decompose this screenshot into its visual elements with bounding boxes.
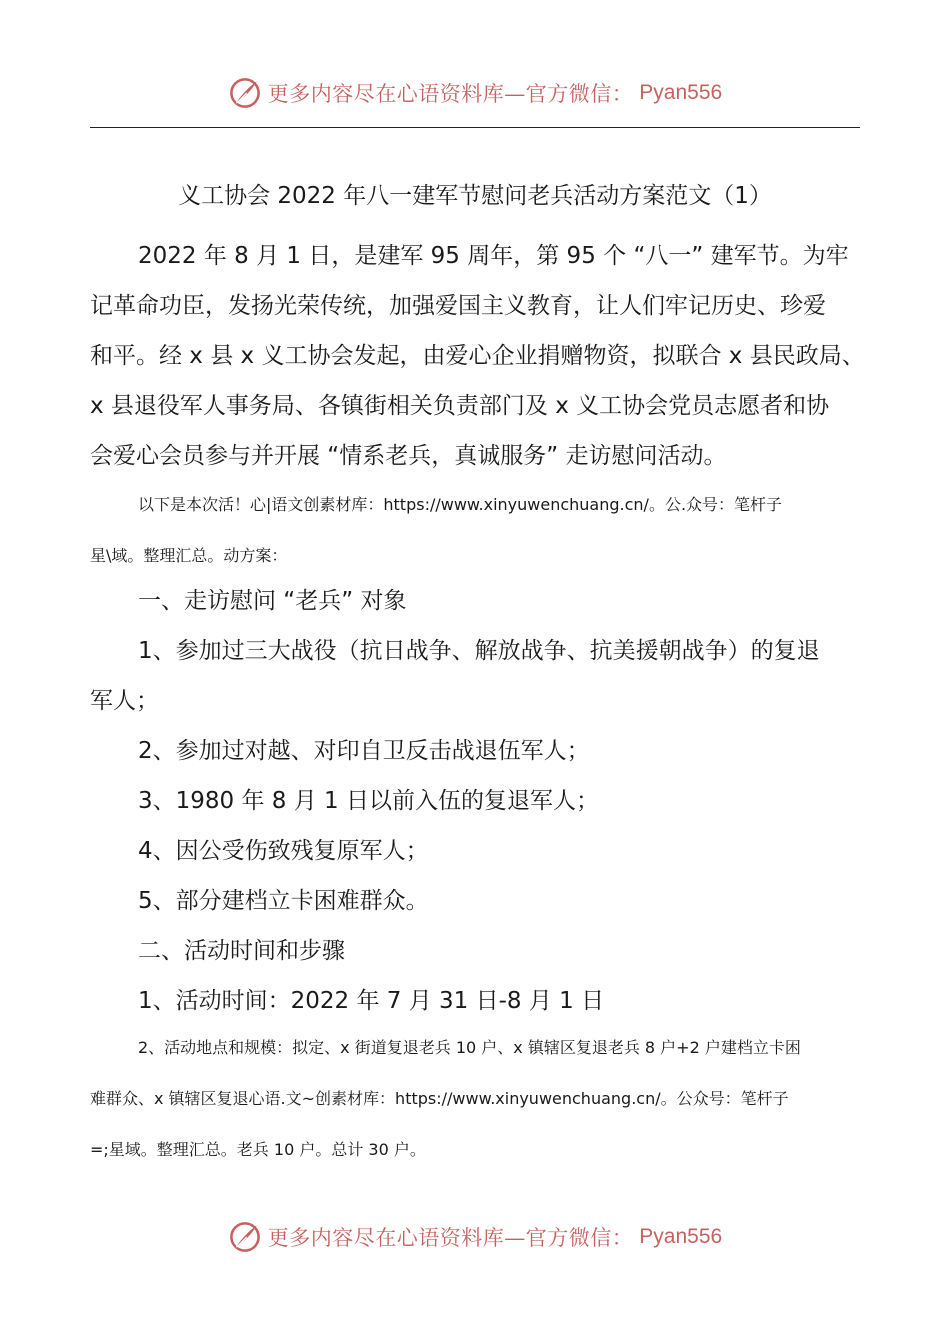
document-title: 义工协会 2022 年八一建军节慰问老兵活动方案范文（1） xyxy=(178,183,772,209)
intro-line: 2022 年 8 月 1 日，是建军 95 周年，第 95 个 “八一” 建军节。为牢 xyxy=(138,243,849,269)
banner-text: 更多内容尽在心语资料库—官方微信： xyxy=(267,82,634,106)
place-line: 2、活动地点和规模：拟定、x 街道复退老兵 10 户、x 镇辖区复退老兵 8 户+2 户建档立卡困 xyxy=(138,1038,801,1057)
banner-wechat-id: Pyan556 xyxy=(639,81,723,104)
activity-place-paragraph xyxy=(90,1022,860,1175)
list-item: 1、参加过三大战役（抗日战争、解放战争、抗美援朝战争）的复退 xyxy=(138,638,820,664)
quill-logo-icon xyxy=(228,76,262,110)
activity-time: 1、活动时间：2022 年 7 月 31 日-8 月 1 日 xyxy=(138,988,605,1014)
place-line: =;星域。整理汇总。老兵 10 户。总计 30 户。 xyxy=(90,1140,426,1159)
list-item: 5、部分建档立卡困难群众。 xyxy=(138,888,429,914)
header-divider xyxy=(90,127,860,128)
list-item: 军人； xyxy=(90,688,159,714)
footer-banner xyxy=(0,1217,950,1257)
intro-line: x 县退役军人事务局、各镇街相关负责部门及 x 义工协会党员志愿者和协 xyxy=(90,393,830,419)
list-item: 4、因公受伤致残复原军人； xyxy=(138,838,429,864)
intro-paragraph xyxy=(90,231,865,481)
section-list xyxy=(90,576,860,1026)
intro-line: 会爱心会员参与并开展 “情系老兵，真诚服务” 走访慰问活动。 xyxy=(90,443,727,469)
quill-logo-icon xyxy=(228,1220,262,1254)
intro-line: 和平。经 x 县 x 义工协会发起，由爱心企业捐赠物资，拟联合 x 县民政局、 xyxy=(90,343,865,369)
banner-wechat-id: Pyan556 xyxy=(639,1225,723,1248)
list-item: 2、参加过对越、对印自卫反击战退伍军人； xyxy=(138,738,590,764)
source-note xyxy=(90,479,860,581)
place-line: 难群众、x 镇辖区复退心语.文~创素材库：https://www.xinyuwenchuang.cn/。公众号：笔杆子 xyxy=(90,1089,789,1108)
banner-text: 更多内容尽在心语资料库—官方微信： xyxy=(267,1226,634,1250)
note-line: 星\域。整理汇总。动方案： xyxy=(90,546,288,565)
intro-line: 记革命功臣，发扬光荣传统，加强爱国主义教育，让人们牢记历史、珍爱 xyxy=(90,293,826,319)
section2-heading: 二、活动时间和步骤 xyxy=(138,938,345,964)
list-item: 3、1980 年 8 月 1 日以前入伍的复退军人； xyxy=(138,788,599,814)
header-banner xyxy=(0,73,950,113)
note-line: 以下是本次活！心|语文创素材库：https://www.xinyuwenchuang.cn/。公.众号：笔杆子 xyxy=(138,495,783,514)
section1-heading: 一、走访慰问 “老兵” 对象 xyxy=(138,588,407,614)
